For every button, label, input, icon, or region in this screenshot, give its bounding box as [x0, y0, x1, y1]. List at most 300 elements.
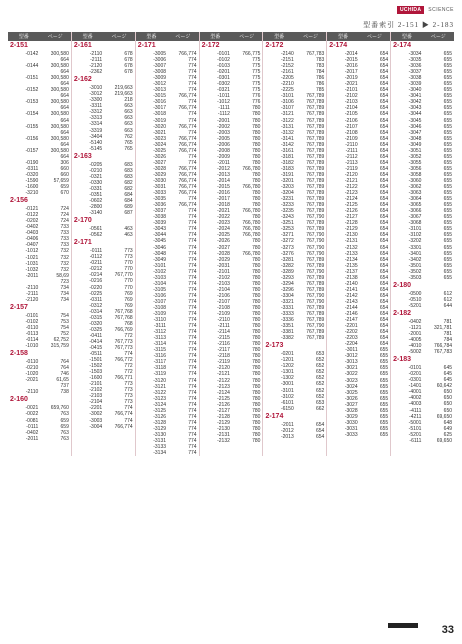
model-number: -2133 — [344, 250, 358, 257]
page-ref: 69,650 — [436, 413, 453, 420]
page-ref: 776 — [252, 93, 261, 100]
page-ref: 766,784 — [433, 343, 453, 350]
page-ref: 767,789 — [306, 184, 325, 191]
page-ref: 770 — [124, 266, 133, 273]
model-number: -3117 — [153, 359, 167, 366]
page-ref: 780 — [252, 341, 261, 348]
model-number: -2135 — [344, 262, 358, 269]
model-number: -0153 — [25, 99, 39, 106]
page-ref: 767,789 — [306, 147, 325, 154]
model-number: -0101 — [25, 312, 39, 319]
page-ref: 766,774 — [114, 411, 133, 418]
page-ref: 767,789 — [306, 317, 325, 324]
page-ref: 774 — [188, 292, 197, 299]
model-number: -3056 — [408, 165, 422, 172]
index-row — [72, 424, 135, 430]
model-number: -1502 — [89, 363, 103, 370]
page-ref: 774 — [188, 359, 197, 366]
model-number: -2024 — [217, 226, 230, 233]
page-ref: 664 — [60, 105, 69, 112]
model-number: -0511 — [89, 351, 103, 358]
model-number: -2111 — [345, 147, 358, 154]
page-ref: 654 — [379, 311, 389, 318]
page-ref: 683 — [124, 173, 133, 180]
page-ref: 767,789 — [306, 123, 325, 130]
model-number: -1590 — [25, 177, 39, 184]
model-number: -2015 — [217, 184, 230, 191]
page-ref: 655 — [443, 141, 453, 148]
page-ref: 654 — [379, 292, 389, 299]
model-number: -0212 — [89, 266, 103, 273]
model-number: -3114 — [153, 341, 167, 348]
model-number: -3002 — [89, 411, 103, 418]
model-number: -2006 — [217, 141, 230, 148]
page-ref: 655 — [443, 238, 453, 245]
page-ref: 767,789 — [306, 177, 325, 184]
page-ref: 644 — [443, 302, 453, 309]
page-ref: 773 — [124, 399, 133, 406]
model-number: -3028 — [153, 165, 167, 172]
model-number: -3035 — [408, 57, 422, 64]
model-number: -3005 — [153, 51, 167, 57]
page-ref: 653 — [315, 351, 325, 358]
page-ref: 774 — [188, 220, 197, 227]
page-ref: 664 — [60, 129, 69, 136]
page-ref: 780 — [252, 238, 261, 245]
page-ref: 774 — [188, 438, 197, 444]
model-number: -3105 — [153, 286, 167, 293]
model-number: -0210 — [25, 365, 39, 372]
page-ref: 766,780 — [242, 232, 261, 239]
group-heading — [8, 41, 71, 51]
page-ref: 655 — [379, 413, 389, 420]
page-ref: 780 — [252, 196, 261, 203]
group-heading — [263, 41, 326, 51]
model-number: -3039 — [153, 220, 167, 227]
model-number: -3111 — [153, 323, 167, 330]
page-ref: 654 — [379, 75, 389, 82]
page-ref: 774 — [124, 417, 133, 424]
model-number: -0301 — [217, 75, 230, 82]
page-ref: 655 — [379, 395, 389, 402]
page-ref: 655 — [443, 123, 453, 130]
model-number: -2106 — [217, 292, 230, 299]
model-number: -2110 — [25, 284, 39, 291]
model-number: -3191 — [280, 171, 294, 178]
model-number: -3022 — [344, 371, 358, 378]
page-ref: 654 — [379, 159, 389, 166]
page-ref: 766,774 — [178, 177, 197, 184]
page-ref: 774 — [188, 444, 197, 451]
page-ref: 655 — [443, 63, 453, 70]
index-row — [8, 436, 71, 442]
model-number: -4002 — [408, 395, 422, 402]
model-number: -3243 — [280, 214, 294, 221]
page-ref: 766,780 — [242, 208, 261, 215]
page-ref: 652 — [315, 375, 325, 382]
page-ref: 655 — [443, 165, 453, 172]
page-ref: 774 — [188, 335, 197, 342]
page-ref: 300,580 — [50, 123, 69, 130]
model-number: -2123 — [344, 190, 358, 197]
model-number: -2127 — [217, 407, 230, 414]
column-header — [263, 32, 326, 41]
model-number: -0110 — [25, 359, 39, 366]
model-number: -3042 — [408, 99, 422, 106]
model-number: -3382 — [280, 335, 294, 342]
page-ref: 780 — [252, 371, 261, 378]
page-ref: 655 — [443, 262, 453, 269]
page-ref: 654 — [379, 214, 389, 221]
page-ref: 774 — [188, 347, 197, 354]
model-number: -1600 — [25, 184, 39, 191]
model-number: -3044 — [153, 232, 167, 239]
model-number: -0022 — [25, 411, 39, 418]
page-ref: 655 — [443, 87, 453, 94]
model-number: -2125 — [344, 202, 358, 209]
model-number: -0155 — [25, 123, 39, 130]
model-number: -0325 — [89, 326, 103, 333]
model-number: -2026 — [217, 238, 230, 245]
model-number: -2132 — [344, 244, 358, 251]
page-ref — [298, 341, 327, 351]
brand-logo: UCHIDA — [397, 6, 424, 14]
model-number: -2101 — [89, 381, 103, 388]
page-ref: 786 — [315, 75, 325, 82]
page-ref: 773 — [124, 387, 133, 394]
model-number: -3331 — [280, 304, 294, 311]
page-ref: 774 — [188, 407, 197, 414]
group-heading — [391, 41, 454, 51]
index-column — [135, 32, 199, 456]
page-ref: 654 — [379, 317, 389, 324]
header-page-label: ページ — [239, 34, 255, 40]
page-ref: 774 — [188, 298, 197, 305]
page-ref: 781 — [443, 331, 453, 338]
page-ref: 767,789 — [306, 280, 325, 287]
page-ref: 655 — [443, 147, 453, 154]
page-ref: 663 — [124, 103, 133, 110]
page-ref: 654 — [379, 123, 389, 130]
page-ref: 774 — [188, 323, 197, 330]
model-number: -0330 — [89, 179, 103, 186]
page-ref: 780 — [252, 407, 261, 414]
page-ref: 654 — [379, 184, 389, 191]
model-number: -2021 — [344, 81, 358, 88]
page-ref: 664 — [60, 141, 69, 148]
page-ref: 733 — [60, 224, 69, 231]
model-number: -3289 — [280, 268, 294, 275]
model-number: -2111 — [26, 290, 39, 297]
model-number: -2122 — [344, 184, 358, 191]
model-number: -3019 — [153, 117, 167, 124]
page-ref: 775 — [252, 69, 261, 76]
model-number: -3124 — [153, 401, 167, 408]
group-number: 2-161 — [73, 42, 92, 49]
model-number: -2116 — [217, 341, 230, 348]
model-number: -3210 — [25, 190, 39, 197]
model-number: -2108 — [217, 304, 230, 311]
model-number: -0411 — [89, 332, 103, 339]
model-number: -4005 — [408, 337, 422, 344]
page-ref: 767,768 — [114, 314, 133, 321]
model-number: -2103 — [344, 99, 358, 106]
page-ref: 780 — [252, 438, 261, 444]
page-ref: 780 — [252, 202, 261, 209]
page-ref: 650 — [443, 395, 453, 402]
model-number: -0407 — [25, 242, 39, 249]
group-number: 2-172 — [201, 42, 220, 49]
model-number: -2014 — [344, 51, 358, 57]
page-ref: 655 — [379, 407, 389, 414]
model-number: -2126 — [344, 208, 358, 215]
model-number: -3023 — [344, 377, 358, 384]
page-ref: 678 — [124, 51, 133, 57]
page-ref: 659 — [60, 417, 69, 424]
page-ref: 780 — [252, 286, 261, 293]
group-heading — [391, 355, 454, 365]
model-number: -3060 — [408, 177, 422, 184]
page-ref: 766,774 — [178, 105, 197, 112]
page-ref: 678 — [124, 57, 133, 64]
page-ref: 785 — [315, 87, 325, 94]
model-number: -0314 — [89, 308, 103, 315]
page-ref: 654 — [379, 129, 389, 136]
model-number: -0211 — [89, 260, 103, 267]
page-ref: 654 — [379, 232, 389, 239]
model-number: -0190 — [25, 159, 39, 166]
model-number: -3141 — [280, 135, 294, 142]
model-number: -2132 — [217, 438, 230, 444]
model-number: -3251 — [280, 220, 294, 227]
page-ref: 754 — [60, 324, 69, 331]
page-ref: 767,789 — [306, 153, 325, 160]
page-ref — [42, 41, 71, 51]
page-ref: 780 — [252, 425, 261, 432]
page-ref: 219,663 — [114, 91, 133, 98]
model-number: -3122 — [280, 117, 294, 124]
page-ref: 653 — [315, 399, 325, 406]
model-number: -2138 — [344, 274, 358, 281]
page-ref — [42, 303, 71, 313]
model-number: -3013 — [153, 87, 167, 94]
page-ref: 780 — [252, 129, 261, 136]
page-ref: 774 — [188, 75, 197, 82]
page-ref: 767,773 — [114, 344, 133, 351]
page-ref: 724 — [60, 206, 69, 213]
page-ref: 766,774 — [178, 51, 197, 57]
model-number: -3109 — [153, 311, 167, 318]
page-ref: 652 — [315, 369, 325, 376]
page-ref: 774 — [188, 208, 197, 215]
column-header — [391, 32, 454, 41]
page-ref: 780 — [252, 431, 261, 438]
page-ref: 678 — [124, 63, 133, 70]
page-ref: 774 — [188, 419, 197, 426]
model-number: -3027 — [344, 401, 358, 408]
page-ref: 774 — [188, 262, 197, 269]
page-ref: 315,759 — [50, 343, 69, 350]
model-number: -2013 — [280, 433, 294, 440]
page-ref: 654 — [379, 226, 389, 233]
page-ref: 780 — [252, 135, 261, 142]
group-heading — [391, 309, 454, 319]
page-ref: 770 — [124, 284, 133, 291]
page-ref: 682 — [124, 179, 133, 186]
group-number: 2-158 — [10, 350, 28, 358]
page-ref: 774 — [188, 365, 197, 372]
model-number: -5140 — [89, 139, 103, 146]
model-number: -2130 — [217, 425, 230, 432]
model-number: -3101 — [280, 387, 294, 394]
model-number: -3006 — [153, 57, 167, 64]
header-number-label: 型番 — [146, 34, 157, 40]
page-ref: 767,790 — [306, 214, 325, 221]
model-number: -3008 — [153, 69, 167, 76]
page-ref: 767,789 — [306, 304, 325, 311]
page-ref: 60,642 — [436, 383, 453, 390]
page-ref: 774 — [188, 317, 197, 324]
group-heading — [200, 41, 263, 51]
page-ref: 738 — [60, 389, 69, 396]
model-number: -3131 — [280, 123, 294, 130]
page-ref: 655 — [379, 389, 389, 396]
model-number: -0021 — [25, 405, 39, 412]
page-ref: 763 — [60, 411, 69, 418]
model-number: -0111 — [26, 423, 39, 430]
page-ref: 780 — [252, 347, 261, 354]
page-ref: 753 — [60, 318, 69, 325]
model-number: -2107 — [217, 298, 230, 305]
page-ref: 766,775 — [242, 51, 261, 57]
group-number: 2-174 — [393, 42, 412, 49]
model-number: -3046 — [153, 244, 167, 251]
model-number: -2800 — [89, 204, 103, 211]
page-ref: 767,790 — [306, 268, 325, 275]
model-number: -3040 — [408, 87, 422, 94]
index-column — [326, 32, 390, 456]
model-number: -1031 — [25, 260, 39, 267]
group-number: 2-160 — [10, 396, 28, 404]
page-ref: 650 — [443, 401, 453, 408]
page-ref: 764 — [60, 359, 69, 366]
page-ref: 767,790 — [306, 323, 325, 330]
model-number: -2105 — [344, 111, 358, 118]
page-ref: 774 — [188, 274, 197, 281]
model-number: -3113 — [153, 335, 167, 342]
page-ref: 655 — [443, 226, 453, 233]
page-ref: 655 — [443, 81, 453, 88]
index-row — [263, 434, 326, 440]
page-ref: 780 — [252, 377, 261, 384]
model-number: -3047 — [408, 129, 422, 136]
column-header — [136, 32, 199, 41]
page-ref: 463 — [124, 226, 133, 233]
model-number: -3034 — [408, 51, 422, 57]
group-number: 2-174 — [329, 42, 348, 49]
model-number: -3009 — [153, 75, 167, 82]
page-ref: 655 — [443, 190, 453, 197]
page-ref: 774 — [188, 329, 197, 336]
page-ref — [298, 41, 327, 51]
page-ref: 766,780 — [242, 184, 261, 191]
page-ref: 655 — [443, 214, 453, 221]
page-ref: 724 — [60, 218, 69, 225]
page-ref: 655 — [379, 419, 389, 426]
model-number: -2107 — [344, 123, 358, 130]
model-number: -3016 — [153, 99, 167, 106]
model-number: -4111 — [409, 407, 422, 414]
model-number: -0101 — [408, 365, 422, 372]
page-ref: 655 — [443, 69, 453, 76]
model-number: -3121 — [153, 383, 167, 390]
model-number: -0102 — [25, 318, 39, 325]
page-ref: 737 — [60, 383, 69, 390]
page-ref: 659 — [60, 423, 69, 430]
page-ref: 654 — [379, 153, 389, 160]
page-ref: 654 — [379, 171, 389, 178]
page-ref: 754 — [60, 312, 69, 319]
model-number: -3402 — [408, 256, 422, 263]
page-ref — [106, 41, 135, 51]
page-ref: 654 — [379, 141, 389, 148]
page-ref: 766,771 — [114, 375, 133, 382]
page-ref: 463 — [124, 232, 133, 239]
page-ref: 780 — [252, 401, 261, 408]
model-number: -3023 — [153, 135, 167, 142]
group-heading — [72, 238, 135, 248]
page-ref: 734 — [60, 290, 69, 297]
page-ref: 654 — [379, 262, 389, 269]
model-number: -2120 — [217, 365, 230, 372]
group-number: 2-180 — [393, 281, 412, 289]
page-ref: 774 — [188, 111, 197, 118]
model-number: -3024 — [344, 383, 358, 390]
page-ref: 654 — [379, 57, 389, 64]
model-number: -1301 — [280, 369, 294, 376]
model-number: -0402 — [25, 429, 39, 436]
model-number: -3025 — [344, 389, 358, 396]
model-number: -3101 — [153, 262, 167, 269]
page-ref: 654 — [379, 147, 389, 154]
model-number: -0562 — [89, 232, 103, 239]
page-ref: 654 — [379, 274, 389, 281]
model-number: -0151 — [25, 75, 39, 82]
page-ref: 62,752 — [53, 337, 69, 344]
page-ref: 654 — [379, 202, 389, 209]
model-number: -2119 — [217, 359, 230, 366]
index-column — [262, 32, 326, 456]
page-ref: 780 — [252, 147, 261, 154]
group-heading — [136, 41, 199, 51]
model-number: -0402 — [25, 224, 39, 231]
model-number: -1501 — [89, 357, 103, 364]
page-ref: 774 — [188, 87, 197, 94]
model-number: -0321 — [89, 173, 103, 180]
header-number-label: 型番 — [210, 34, 221, 40]
page-ref: 767,783 — [306, 51, 325, 57]
model-number: -3101 — [280, 93, 294, 100]
model-number: -3123 — [153, 395, 167, 402]
header-page-label: ページ — [175, 34, 191, 40]
model-number: -3235 — [280, 208, 294, 215]
model-number: -2021 — [25, 377, 39, 384]
page-ref: 654 — [379, 117, 389, 124]
page-ref: 654 — [379, 244, 389, 251]
page-ref: 773 — [124, 393, 133, 400]
index-title: 型番索引 2-151 ▶ 2-183 — [363, 21, 454, 29]
model-number: -0113 — [25, 331, 39, 338]
